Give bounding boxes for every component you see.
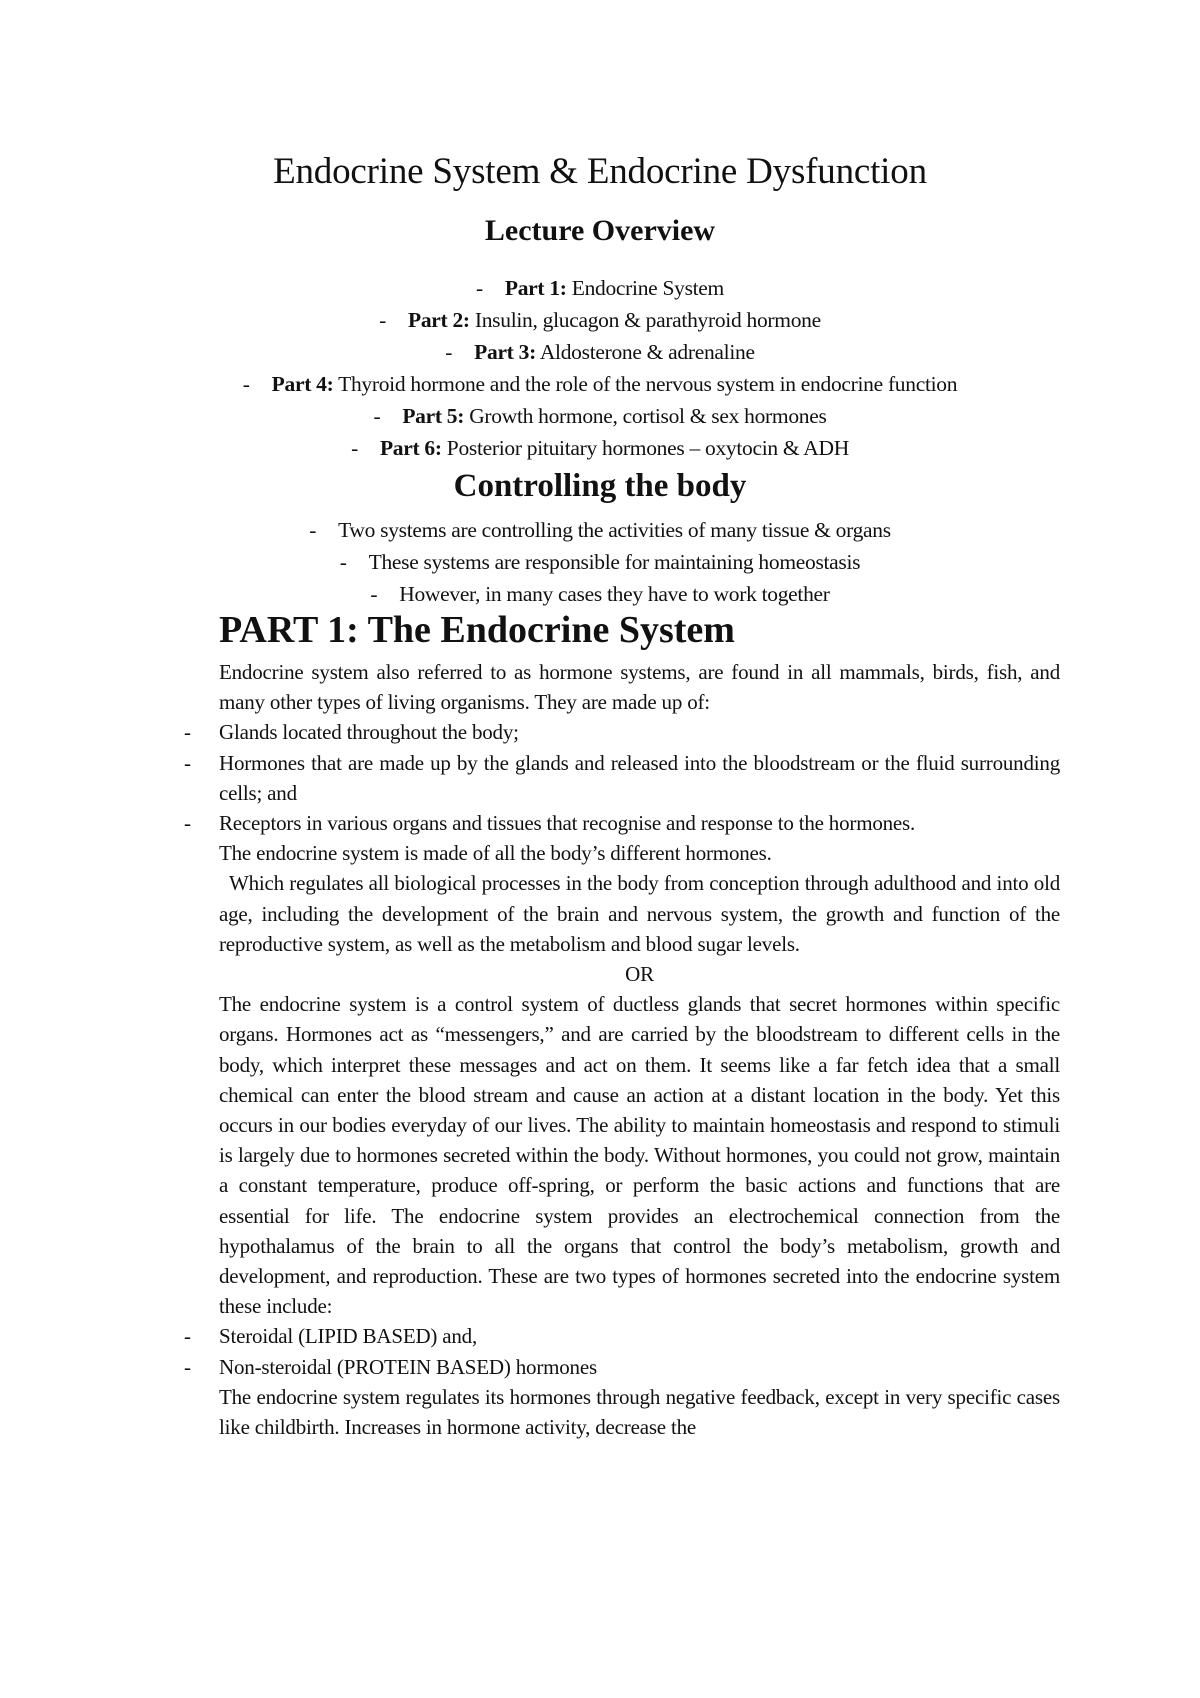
hormone-type-item: - Non-steroidal (PROTEIN BASED) hormones (219, 1352, 1060, 1382)
component-item: - Receptors in various organs and tissues that recognise and response to the hormones. (219, 808, 1060, 838)
controlling-body-heading: Controlling the body (453, 468, 747, 504)
overview-item-label: Part 5: (402, 404, 465, 428)
control-item: - Two systems are controlling the activities of many tissue & organs (309, 518, 891, 542)
overview-item: - Part 5: Growth hormone, cortisol & sex hormones (373, 404, 827, 428)
overview-item-label: Part 3: (474, 340, 536, 364)
overview-item-text: Insulin, glucagon & parathyroid hormone (469, 308, 821, 332)
endocrine-components-list (219, 717, 1060, 838)
overview-item: - Part 4: Thyroid hormone and the role of the nervous system in endocrine function (242, 372, 958, 396)
overview-item-text: Growth hormone, cortisol & sex hormones (464, 404, 827, 428)
hormone-type-item: - Steroidal (LIPID BASED) and, (219, 1321, 1060, 1351)
hormone-types-list (219, 1321, 1060, 1381)
overview-item-text: Aldosterone & adrenaline (535, 340, 755, 364)
overview-item-label: Part 4: (271, 372, 334, 396)
overview-item: - Part 3: Aldosterone & adrenaline (445, 340, 755, 364)
component-item: - Hormones that are made up by the glands and released into the bloodstream or the fluid surrounding cells; and (219, 748, 1060, 808)
overview-item-label: Part 2: (408, 308, 470, 332)
overview-item-text: Posterior pituitary hormones – oxytocin & ADH (441, 436, 849, 460)
made-of-paragraph: The endocrine system is made of all the body’s different hormones. (219, 841, 772, 866)
control-item-text: Two systems are controlling the activities of many tissue & organs (338, 518, 891, 542)
overview-item-label: Part 1: (504, 276, 567, 300)
part1-intro-paragraph: Endocrine system also referred to as hormone systems, are found in all mammals, birds, fish, and many other types of living organisms. They are made up of: (219, 660, 1060, 715)
overview-item: - Part 2: Insulin, glucagon & parathyroid hormone (379, 308, 821, 332)
part1-heading: PART 1: The Endocrine System (219, 609, 735, 651)
control-item-text: However, in many cases they have to work together (399, 582, 830, 606)
regulates-paragraph: Which regulates all biological processes in the body from conception through adulthood and into old age, including the development of the brain and nervous system, the growth and function of the reproductive system, as well as the metabolism and blood sugar levels. (219, 871, 1060, 956)
lecture-overview-heading: Lecture Overview (484, 214, 716, 247)
or-separator: OR (625, 962, 654, 987)
controlling-body-list (0, 514, 1200, 610)
component-item: - Glands located throughout the body; (219, 717, 1060, 747)
part1-body (219, 657, 1060, 1442)
control-item: - However, in many cases they have to work together (370, 582, 830, 606)
document-title: Endocrine System & Endocrine Dysfunction (273, 151, 927, 192)
control-item: - These systems are responsible for maintaining homeostasis (339, 550, 861, 574)
negative-feedback-paragraph: The endocrine system regulates its hormones through negative feedback, except in very specific cases like childbirth. Increases in hormone activity, decrease the (219, 1384, 1060, 1440)
control-item-text: These systems are responsible for maintaining homeostasis (368, 550, 861, 574)
overview-item-text: Endocrine System (566, 276, 724, 300)
overview-item-label: Part 6: (379, 436, 442, 460)
overview-item-text: Thyroid hormone and the role of the nervous system in endocrine function (333, 372, 958, 396)
control-system-paragraph: The endocrine system is a control system of ductless glands that secret hormones within specific organs. Hormones act as “messengers,” and are carried by the bloodstream to different cells in the body, which interpret these messages and act on them. It seems like a far fetch idea that a small chemical can enter the blood stream and cause an action at a distant location in the body. Yet this occurs in our bodies everyday of our lives. The ability to maintain homeostasis and respond to stimuli is largely due to hormones secreted within the body. Without hormones, you could not grow, maintain a constant temperature, produce off-spring, or perform the basic actions and functions that are essential for life. The endocrine system provides an electrochemical connection from the hypothalamus of the brain to all the organs that control the body’s metabolism, growth and development, and reproduction. These are two types of hormones secreted into the endocrine system these include: (219, 992, 1060, 1319)
overview-item: - Part 6: Posterior pituitary hormones – oxytocin & ADH (351, 436, 849, 460)
lecture-overview-list (0, 272, 1200, 464)
overview-item: - Part 1: Endocrine System (476, 276, 724, 300)
